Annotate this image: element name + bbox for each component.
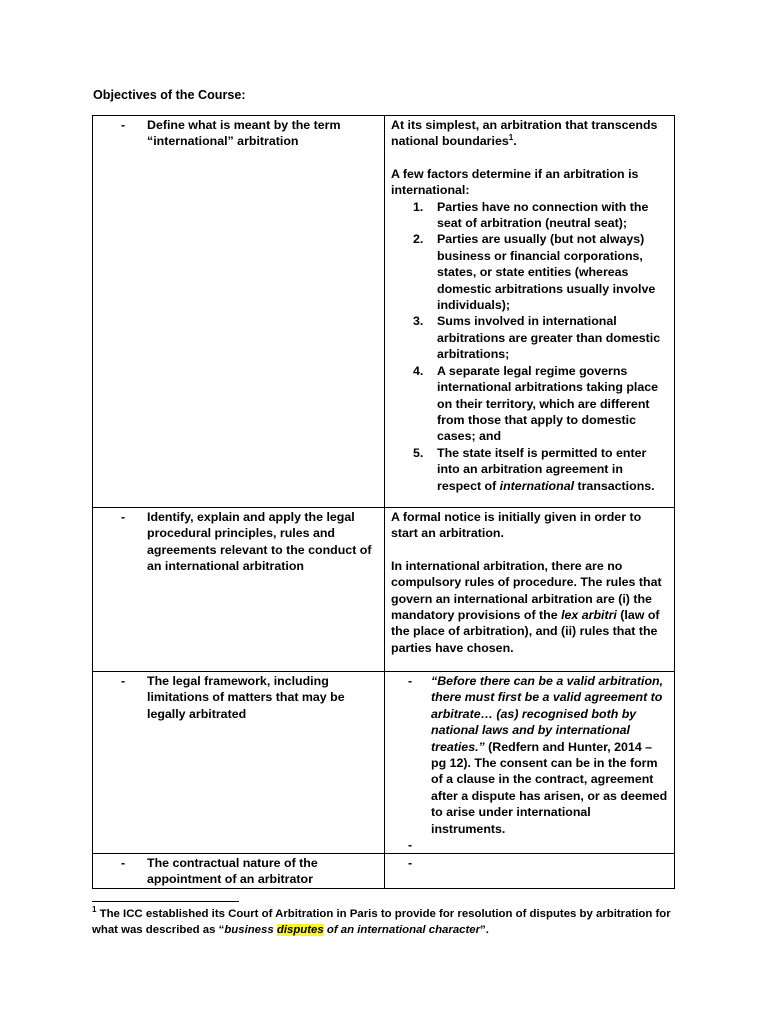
list-item: 4. A separate legal regime governs international arbitrations taking place on their territory, which are different from those that apply to domestic cases; and <box>413 363 659 444</box>
quote-list <box>385 672 674 853</box>
highlighted-word: disputes <box>276 924 324 936</box>
dash-bullet: - <box>121 674 126 688</box>
table-row <box>93 672 675 854</box>
table-row <box>93 116 675 508</box>
objective-cell <box>93 854 385 889</box>
table-row <box>93 854 675 889</box>
table-row <box>93 508 675 672</box>
list-item: - “Before there can be a valid arbitration, there must first be a valid agreement to arbitrate… (as) recognised both by national laws and by international treaties.” (Redfern and Hunter, 2014 – pg 12). The consent can be in the form of a clause in the contract, agreement after a dispute has arisen, or as deemed to arise under international instruments. <box>408 674 668 836</box>
explanation-cell <box>385 116 675 508</box>
dash-bullet: - <box>121 118 126 132</box>
explanation-cell <box>385 854 675 889</box>
footnote-marker: 1 <box>92 905 97 915</box>
objective-cell <box>93 508 385 672</box>
factors-intro: A few factors determine if an arbitration is international: <box>391 166 639 198</box>
explanation-cell <box>385 672 675 854</box>
procedure-paragraph: In international arbitration, there are no compulsory rules of procedure. The rules that govern an international arbitration are (i) the mandatory provisions of the lex arbitri (law of the place of arbitration), and (ii) rules that the parties have chosen. <box>391 558 662 655</box>
redfern-quote: “Before there can be a valid arbitration, there must first be a valid agreement to arbitrate… (as) recognised both by national laws and by international treaties.” <box>431 674 664 754</box>
factors-list <box>391 199 668 494</box>
empty-list <box>385 854 674 871</box>
list-item: 3. Sums involved in international arbitrations are greater than domestic arbitrations; <box>413 314 661 362</box>
explanation-cell <box>385 508 675 672</box>
definition-paragraph: At its simplest, an arbitration that transcends national boundaries$^1$. <box>391 118 658 149</box>
objective-text: The contractual nature of the appointment of an arbitrator <box>147 856 318 887</box>
objective-text: The legal framework, including limitations of matters that may be legally arbitrated <box>147 674 345 721</box>
list-item: - <box>408 838 413 853</box>
objective-text: Define what is meant by the term “international” arbitration <box>147 118 341 149</box>
footnote: $^1$ The ICC established its Court of Arbitration in Paris to provide for resolution of disputes by arbitration for what was described as “business disputes of an international character”. <box>92 905 671 936</box>
footnote-ref[interactable]: 1 <box>508 133 514 143</box>
dash-bullet: - <box>121 510 126 524</box>
objective-text: Identify, explain and apply the legal procedural principles, rules and agreements relevant to the conduct of an international arbitration <box>147 510 372 574</box>
list-item: 1. Parties have no connection with the seat of arbitration (neutral seat); <box>413 199 649 231</box>
objective-cell <box>93 116 385 508</box>
list-item: - <box>408 856 413 871</box>
objectives-table <box>92 115 675 889</box>
list-item: 2. Parties are usually (but not always) business or financial corporations, states, or state entities (whereas domestic arbitrations usually involve individuals); <box>413 232 656 313</box>
objective-cell <box>93 672 385 854</box>
footnote-separator <box>92 901 239 902</box>
notice-paragraph: A formal notice is initially given in order to start an arbitration. <box>391 510 642 541</box>
list-item: 5. The state itself is permitted to enter into an arbitration agreement in respect of international transactions. <box>413 445 655 493</box>
dash-bullet: - <box>121 856 126 871</box>
page-heading: Objectives of the Course: <box>93 88 246 102</box>
